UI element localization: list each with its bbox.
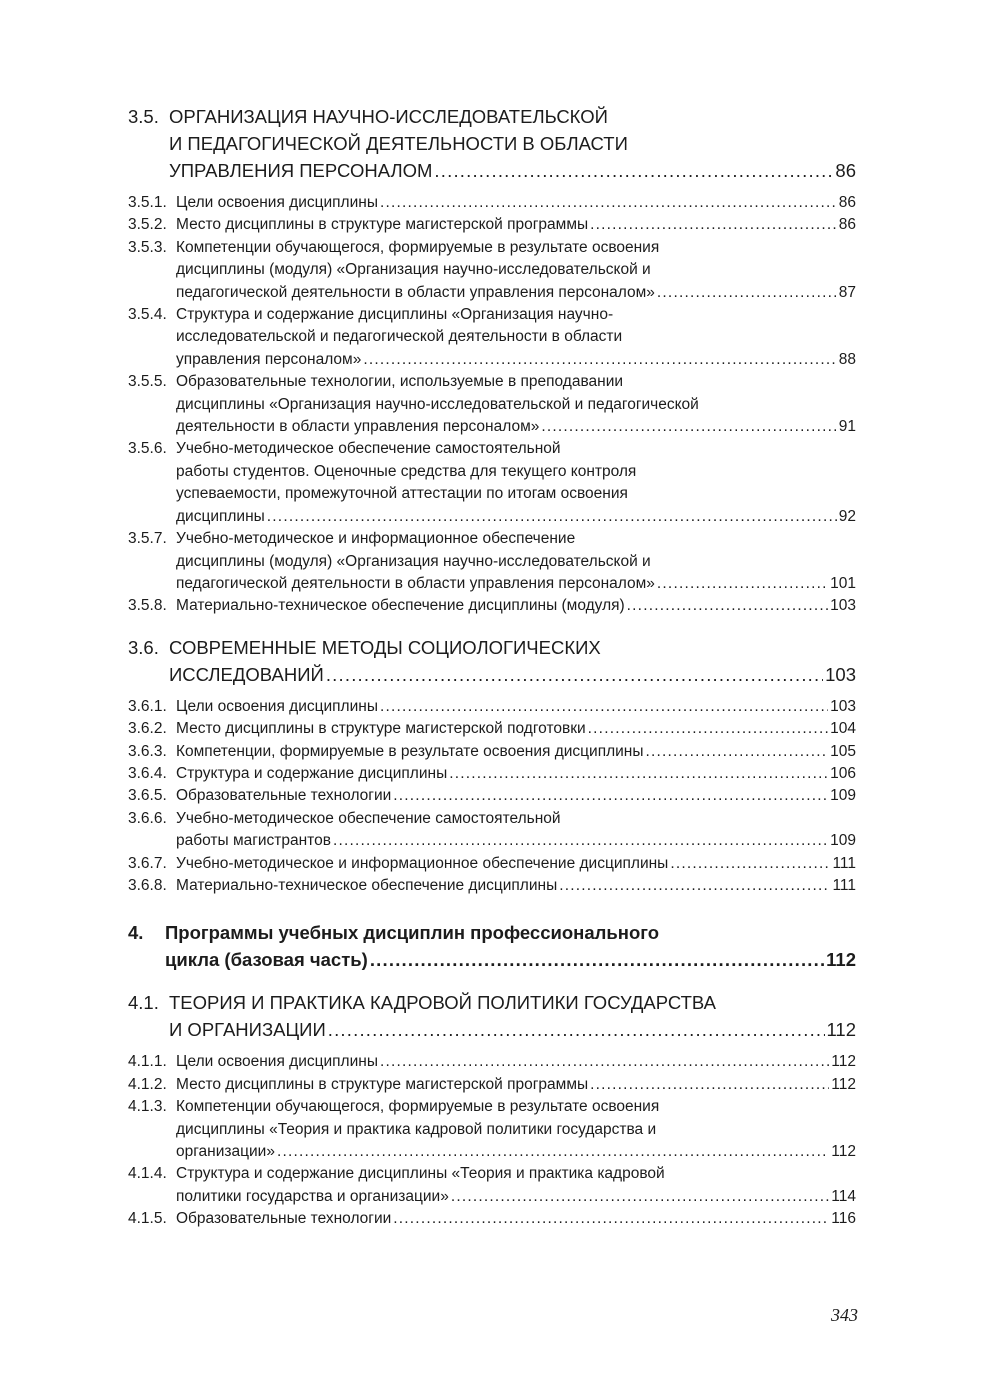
dot-leader [434, 157, 833, 184]
toc-entry [128, 989, 856, 1043]
toc-entry-number: 3.6.4. [128, 764, 167, 782]
toc-entry [128, 304, 856, 371]
toc-entry-line [176, 349, 856, 371]
toc-entry-title: работы магистрантов [176, 832, 331, 850]
toc-entry-title: Образовательные технологии [176, 787, 392, 805]
toc-entry-body [176, 1051, 856, 1073]
toc-entry-title: успеваемости, промежуточной аттестации по итогам освоения [176, 485, 628, 503]
toc-entry-title: деятельности в области управления персоналом» [176, 418, 540, 436]
toc-entry-line [176, 763, 856, 785]
toc-entry [128, 192, 856, 214]
toc-entry-body [176, 192, 856, 214]
dot-leader [326, 661, 823, 688]
toc-entry-title: политики государства и организации» [176, 1187, 449, 1205]
toc-entry-title: организации» [176, 1143, 275, 1160]
toc-entry-line [165, 919, 856, 946]
toc-entry-line [176, 237, 856, 259]
dot-leader [541, 416, 836, 438]
toc-entry-line [176, 461, 856, 483]
toc-entry-line [176, 416, 856, 438]
toc-entry-page: 114 [831, 1187, 856, 1205]
toc-entry-page: 106 [830, 764, 856, 782]
toc-entry-body [176, 718, 856, 740]
toc-entry-line [176, 371, 856, 393]
toc-entry-number: 3.6.5. [128, 787, 167, 805]
toc-entry-body [176, 808, 856, 853]
dot-leader [333, 830, 828, 852]
toc-entry-line [176, 528, 856, 550]
toc-entry [128, 875, 856, 897]
toc-entry-number: 4.1.2. [128, 1075, 167, 1093]
toc-entry-title: дисциплины «Теория и практика кадровой политики государства и [176, 1120, 657, 1138]
toc-entry-page: 116 [831, 1210, 856, 1228]
toc-entry-number: 3.6.7. [128, 854, 167, 872]
toc-entry-title: Программы учебных дисциплин профессионального [165, 922, 660, 944]
toc-entry-line [176, 1074, 856, 1096]
toc-entry-line [176, 1163, 856, 1185]
toc-entry-title: дисциплины (модуля) «Организация научно-исследовательской и [176, 261, 651, 279]
toc-entry-number: 3.6. [128, 636, 159, 658]
toc-entry-body [176, 371, 856, 438]
toc-entry-number: 4.1. [128, 992, 159, 1014]
toc-entry-number: 3.6.2. [128, 720, 167, 738]
dot-leader [277, 1141, 829, 1163]
toc-entry-body [176, 304, 856, 371]
toc-entry-line [176, 1141, 856, 1163]
toc-entry-page: 87 [838, 283, 856, 301]
toc-entry-line [176, 718, 856, 740]
dot-leader [588, 718, 828, 740]
toc-entry-title: управления персоналом» [176, 350, 362, 368]
toc-entry [128, 919, 856, 973]
toc-entry-body [176, 741, 856, 763]
toc-entry-page: 101 [830, 574, 856, 592]
toc-entry-line [176, 304, 856, 326]
toc-entry-number: 4.1.1. [128, 1053, 167, 1071]
toc-entry [128, 718, 856, 740]
toc-entry-title: дисциплины (модуля) «Организация научно-исследовательской и [176, 552, 651, 570]
toc-entry-body [169, 634, 856, 688]
toc-entry-line [176, 438, 856, 460]
toc-entry-body [176, 595, 856, 617]
toc-entry-page: 91 [838, 418, 856, 436]
toc-entry [128, 741, 856, 763]
toc-entry-number: 3.6.6. [128, 809, 167, 827]
dot-leader [657, 282, 837, 304]
toc-entry-title: цикла (базовая часть) [165, 949, 368, 971]
toc-entry-page: 103 [825, 663, 856, 685]
toc-entry-title: Структура и содержание дисциплины «Теория и практика кадровой [176, 1165, 665, 1183]
toc-entry-title: работы студентов. Оценочные средства для текущего контроля [176, 462, 637, 480]
toc-entry-title: Компетенции обучающегося, формируемые в результате освоения [176, 238, 660, 256]
toc-entry-title: Учебно-методическое и информационное обеспечение дисциплины [176, 854, 669, 872]
toc-entry-page: 88 [838, 350, 856, 368]
dot-leader [363, 349, 836, 371]
toc-entry-body [169, 989, 856, 1043]
toc-entry-body [176, 785, 856, 807]
toc-entry-page: 112 [831, 1075, 856, 1093]
dot-leader [670, 853, 830, 875]
toc-entry-title: И ОРГАНИЗАЦИИ [169, 1019, 326, 1041]
footer-page-number: 343 [831, 1305, 858, 1325]
dot-leader [393, 785, 828, 807]
toc-entry-number: 4.1.4. [128, 1165, 167, 1183]
toc-entry-page: 109 [830, 787, 856, 805]
toc-entry-page: 103 [830, 697, 856, 715]
toc-entry-title: педагогической деятельности в области управления персоналом» [176, 574, 655, 592]
toc-entry-page: 86 [838, 194, 856, 211]
toc-entry-title: УПРАВЛЕНИЯ ПЕРСОНАЛОМ [169, 160, 433, 181]
dot-leader [451, 1186, 829, 1208]
toc-entry [128, 237, 856, 304]
toc-entry-line [176, 1051, 856, 1073]
toc-list [128, 103, 856, 1231]
dot-leader [380, 1051, 829, 1073]
toc-entry-line [165, 946, 856, 973]
toc-entry-body [176, 1163, 856, 1208]
dot-leader [646, 741, 829, 763]
toc-entry-number: 3.5. [128, 106, 159, 127]
toc-entry-title: Учебно-методическое обеспечение самостоятельной [176, 440, 561, 458]
toc-entry-number: 3.5.8. [128, 597, 167, 615]
toc-entry-title: Цели освоения дисциплины [176, 194, 378, 211]
toc-entry-line [169, 157, 856, 184]
toc-entry-title: дисциплины «Организация научно-исследовательской и педагогической [176, 395, 699, 413]
toc-entry-number: 3.5.3. [128, 238, 167, 256]
toc-entry-line [176, 875, 856, 897]
toc-entry-line [169, 130, 856, 157]
toc-entry [128, 634, 856, 688]
toc-entry [128, 1096, 856, 1163]
toc-entry-line [176, 506, 856, 528]
dot-leader [370, 946, 824, 973]
toc-entry [128, 785, 856, 807]
toc-entry-number: 3.5.6. [128, 440, 167, 458]
dot-leader [393, 1208, 829, 1230]
toc-entry-title: Место дисциплины в структуре магистерской подготовки [176, 720, 586, 738]
toc-entry-line [176, 595, 856, 617]
toc-entry-number: 4. [128, 922, 144, 944]
toc-entry-title: И ПЕДАГОГИЧЕСКОЙ ДЕЯТЕЛЬНОСТИ В ОБЛАСТИ [169, 133, 628, 154]
toc-entry-body [176, 438, 856, 528]
toc-entry-page: 111 [832, 876, 856, 894]
toc-entry [128, 371, 856, 438]
toc-entry-body [176, 1096, 856, 1163]
toc-entry-page: 109 [830, 832, 856, 850]
toc-entry-line [176, 573, 856, 595]
toc-entry-body [176, 853, 856, 875]
toc-entry-title: Образовательные технологии [176, 1210, 392, 1228]
toc-entry-page: 112 [831, 1143, 856, 1160]
toc-entry [128, 595, 856, 617]
toc-entry-number: 3.6.1. [128, 697, 167, 715]
toc-entry-body [165, 919, 856, 973]
toc-entry-title: педагогической деятельности в области управления персоналом» [176, 283, 655, 301]
toc-entry [128, 696, 856, 718]
toc-entry-number: 3.6.3. [128, 742, 167, 760]
dot-leader [590, 1074, 829, 1096]
toc-entry-line [169, 1016, 856, 1043]
toc-entry-line [176, 214, 856, 236]
toc-entry-line [176, 282, 856, 304]
toc-entry-line [176, 785, 856, 807]
toc-entry-page: 112 [826, 949, 856, 971]
toc-entry-page: 105 [830, 742, 856, 760]
toc-entry-title: Место дисциплины в структуре магистерской программы [176, 1075, 589, 1093]
toc-entry-page: 104 [830, 720, 856, 738]
dot-leader [627, 595, 828, 617]
dot-leader [657, 573, 828, 595]
toc-entry-title: Структура и содержание дисциплины [176, 764, 448, 782]
toc-entry-number: 4.1.5. [128, 1210, 167, 1228]
toc-entry-number: 4.1.3. [128, 1098, 167, 1116]
toc-entry-page: 112 [826, 1019, 856, 1041]
toc-entry-title: Компетенции обучающегося, формируемые в результате освоения [176, 1098, 660, 1116]
toc-entry-page: 103 [830, 597, 856, 615]
dot-leader [267, 506, 837, 528]
toc-entry-line [176, 808, 856, 830]
toc-entry [128, 808, 856, 853]
toc-entry-title: дисциплины [176, 507, 265, 525]
toc-entry-title: Компетенции, формируемые в результате освоения дисциплины [176, 742, 644, 760]
toc-entry-line [176, 741, 856, 763]
toc-entry-title: исследовательской и педагогической деятельности в области [176, 328, 623, 346]
toc-entry [128, 528, 856, 595]
dot-leader [449, 763, 828, 785]
toc-entry-body [176, 1208, 856, 1230]
toc-entry-body [176, 875, 856, 897]
toc-entry-line [169, 634, 856, 661]
toc-entry-line [176, 483, 856, 505]
dot-leader [559, 875, 830, 897]
toc-entry [128, 1051, 856, 1073]
toc-entry-line [176, 830, 856, 852]
toc-entry-line [176, 1208, 856, 1230]
toc-entry-number: 3.5.7. [128, 530, 167, 548]
toc-entry-line [169, 661, 856, 688]
toc-entry-body [176, 528, 856, 595]
toc-entry-title: Место дисциплины в структуре магистерской программы [176, 216, 589, 234]
toc-entry [128, 1074, 856, 1096]
toc-entry-number: 3.5.5. [128, 373, 167, 391]
toc-entry-line [176, 326, 856, 348]
toc-entry-line [176, 551, 856, 573]
toc-entry-number: 3.5.2. [128, 216, 167, 234]
toc-entry [128, 1208, 856, 1230]
toc-entry-title: Учебно-методическое обеспечение самостоятельной [176, 809, 561, 827]
toc-entry-body [176, 237, 856, 304]
toc-entry-body [176, 1074, 856, 1096]
toc-entry-line [169, 103, 856, 130]
toc-entry [128, 214, 856, 236]
toc-entry-line [176, 853, 856, 875]
toc-entry [128, 438, 856, 528]
toc-entry-body [176, 214, 856, 236]
toc-entry-title: Структура и содержание дисциплины «Организация научно- [176, 306, 614, 324]
toc-entry-line [176, 696, 856, 718]
toc-entry-title: Материально-техническое обеспечение дисциплины [176, 876, 558, 894]
toc-entry-number: 3.6.8. [128, 876, 167, 894]
toc-entry-title: Учебно-методическое и информационное обеспечение [176, 530, 576, 548]
toc-entry-title: СОВРЕМЕННЫЕ МЕТОДЫ СОЦИОЛОГИЧЕСКИХ [169, 636, 601, 658]
toc-entry-line [176, 1186, 856, 1208]
dot-leader [380, 192, 837, 214]
toc-entry-title: Образовательные технологии, используемые в преподавании [176, 373, 624, 391]
toc-entry-page: 112 [831, 1053, 856, 1071]
toc-entry-title: Цели освоения дисциплины [176, 697, 378, 715]
toc-entry [128, 763, 856, 785]
toc-entry-line [176, 1096, 856, 1118]
toc-entry-line [169, 989, 856, 1016]
toc-entry-page: 86 [835, 160, 856, 181]
toc-entry-body [176, 763, 856, 785]
toc-entry-number: 3.5.4. [128, 306, 167, 324]
toc-entry-body [176, 696, 856, 718]
toc-entry-line [176, 1119, 856, 1141]
toc-entry-line [176, 259, 856, 281]
toc-entry-line [176, 394, 856, 416]
toc-entry [128, 103, 856, 184]
toc-entry-title: ОРГАНИЗАЦИЯ НАУЧНО-ИССЛЕДОВАТЕЛЬСКОЙ [169, 106, 608, 127]
toc-entry-page: 86 [838, 216, 856, 234]
toc-entry-line [176, 192, 856, 214]
toc-entry-title: ТЕОРИЯ И ПРАКТИКА КАДРОВОЙ ПОЛИТИКИ ГОСУДАРСТВА [169, 992, 716, 1014]
toc-entry-title: ИССЛЕДОВАНИЙ [169, 663, 324, 685]
dot-leader [328, 1016, 825, 1043]
toc-entry-title: Материально-техническое обеспечение дисциплины (модуля) [176, 597, 625, 615]
toc-entry [128, 1163, 856, 1208]
toc-entry [128, 853, 856, 875]
toc-entry-title: Цели освоения дисциплины [176, 1053, 378, 1071]
dot-leader [590, 214, 837, 236]
toc-entry-page: 92 [838, 507, 856, 525]
dot-leader [380, 696, 828, 718]
toc-entry-page: 111 [832, 854, 856, 872]
toc-entry-body [169, 103, 856, 184]
toc-entry-number: 3.5.1. [128, 194, 167, 211]
